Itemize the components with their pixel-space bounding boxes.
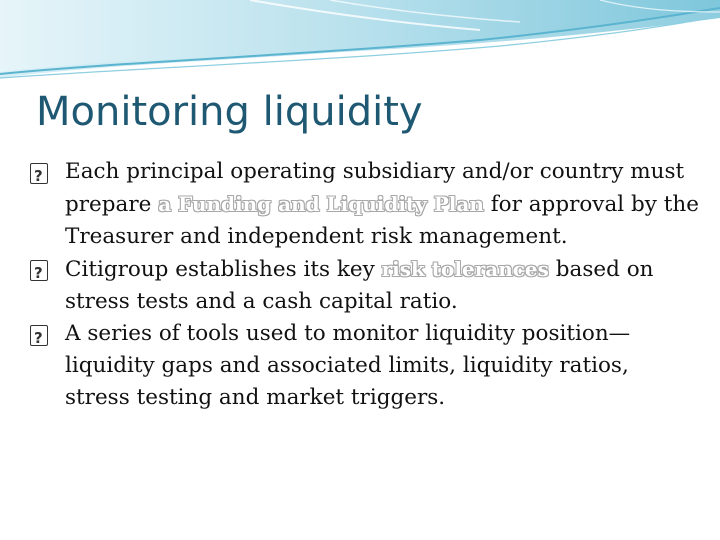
- missing-glyph-icon: [30, 163, 48, 184]
- missing-glyph-icon: [30, 325, 48, 346]
- bullet-list: [30, 156, 700, 414]
- bullet-text: Citigroup establishes its key: [65, 257, 382, 282]
- bullet-text: for approval by the Treasurer and independent risk management.: [65, 192, 699, 249]
- bullet-item: [30, 156, 700, 253]
- missing-glyph-icon: [30, 260, 48, 281]
- emphasis-text: risk tolerances: [381, 257, 549, 281]
- bullet-text: Each principal operating subsidiary and/or country must prepare: [65, 159, 685, 217]
- emphasis-text: a Funding and Liquidity Plan: [158, 192, 484, 216]
- bullet-item: [30, 318, 700, 414]
- bullet-text: based on stress tests and a cash capital ratio.: [65, 257, 654, 314]
- header-wave-decoration: [0, 0, 720, 90]
- bullet-text: A series of tools used to monitor liquidity position—liquidity gaps and associated limits, liquidity ratios, stress testing and market triggers.: [65, 321, 631, 410]
- slide-title: Monitoring liquidity: [36, 89, 423, 135]
- bullet-item: [30, 253, 700, 318]
